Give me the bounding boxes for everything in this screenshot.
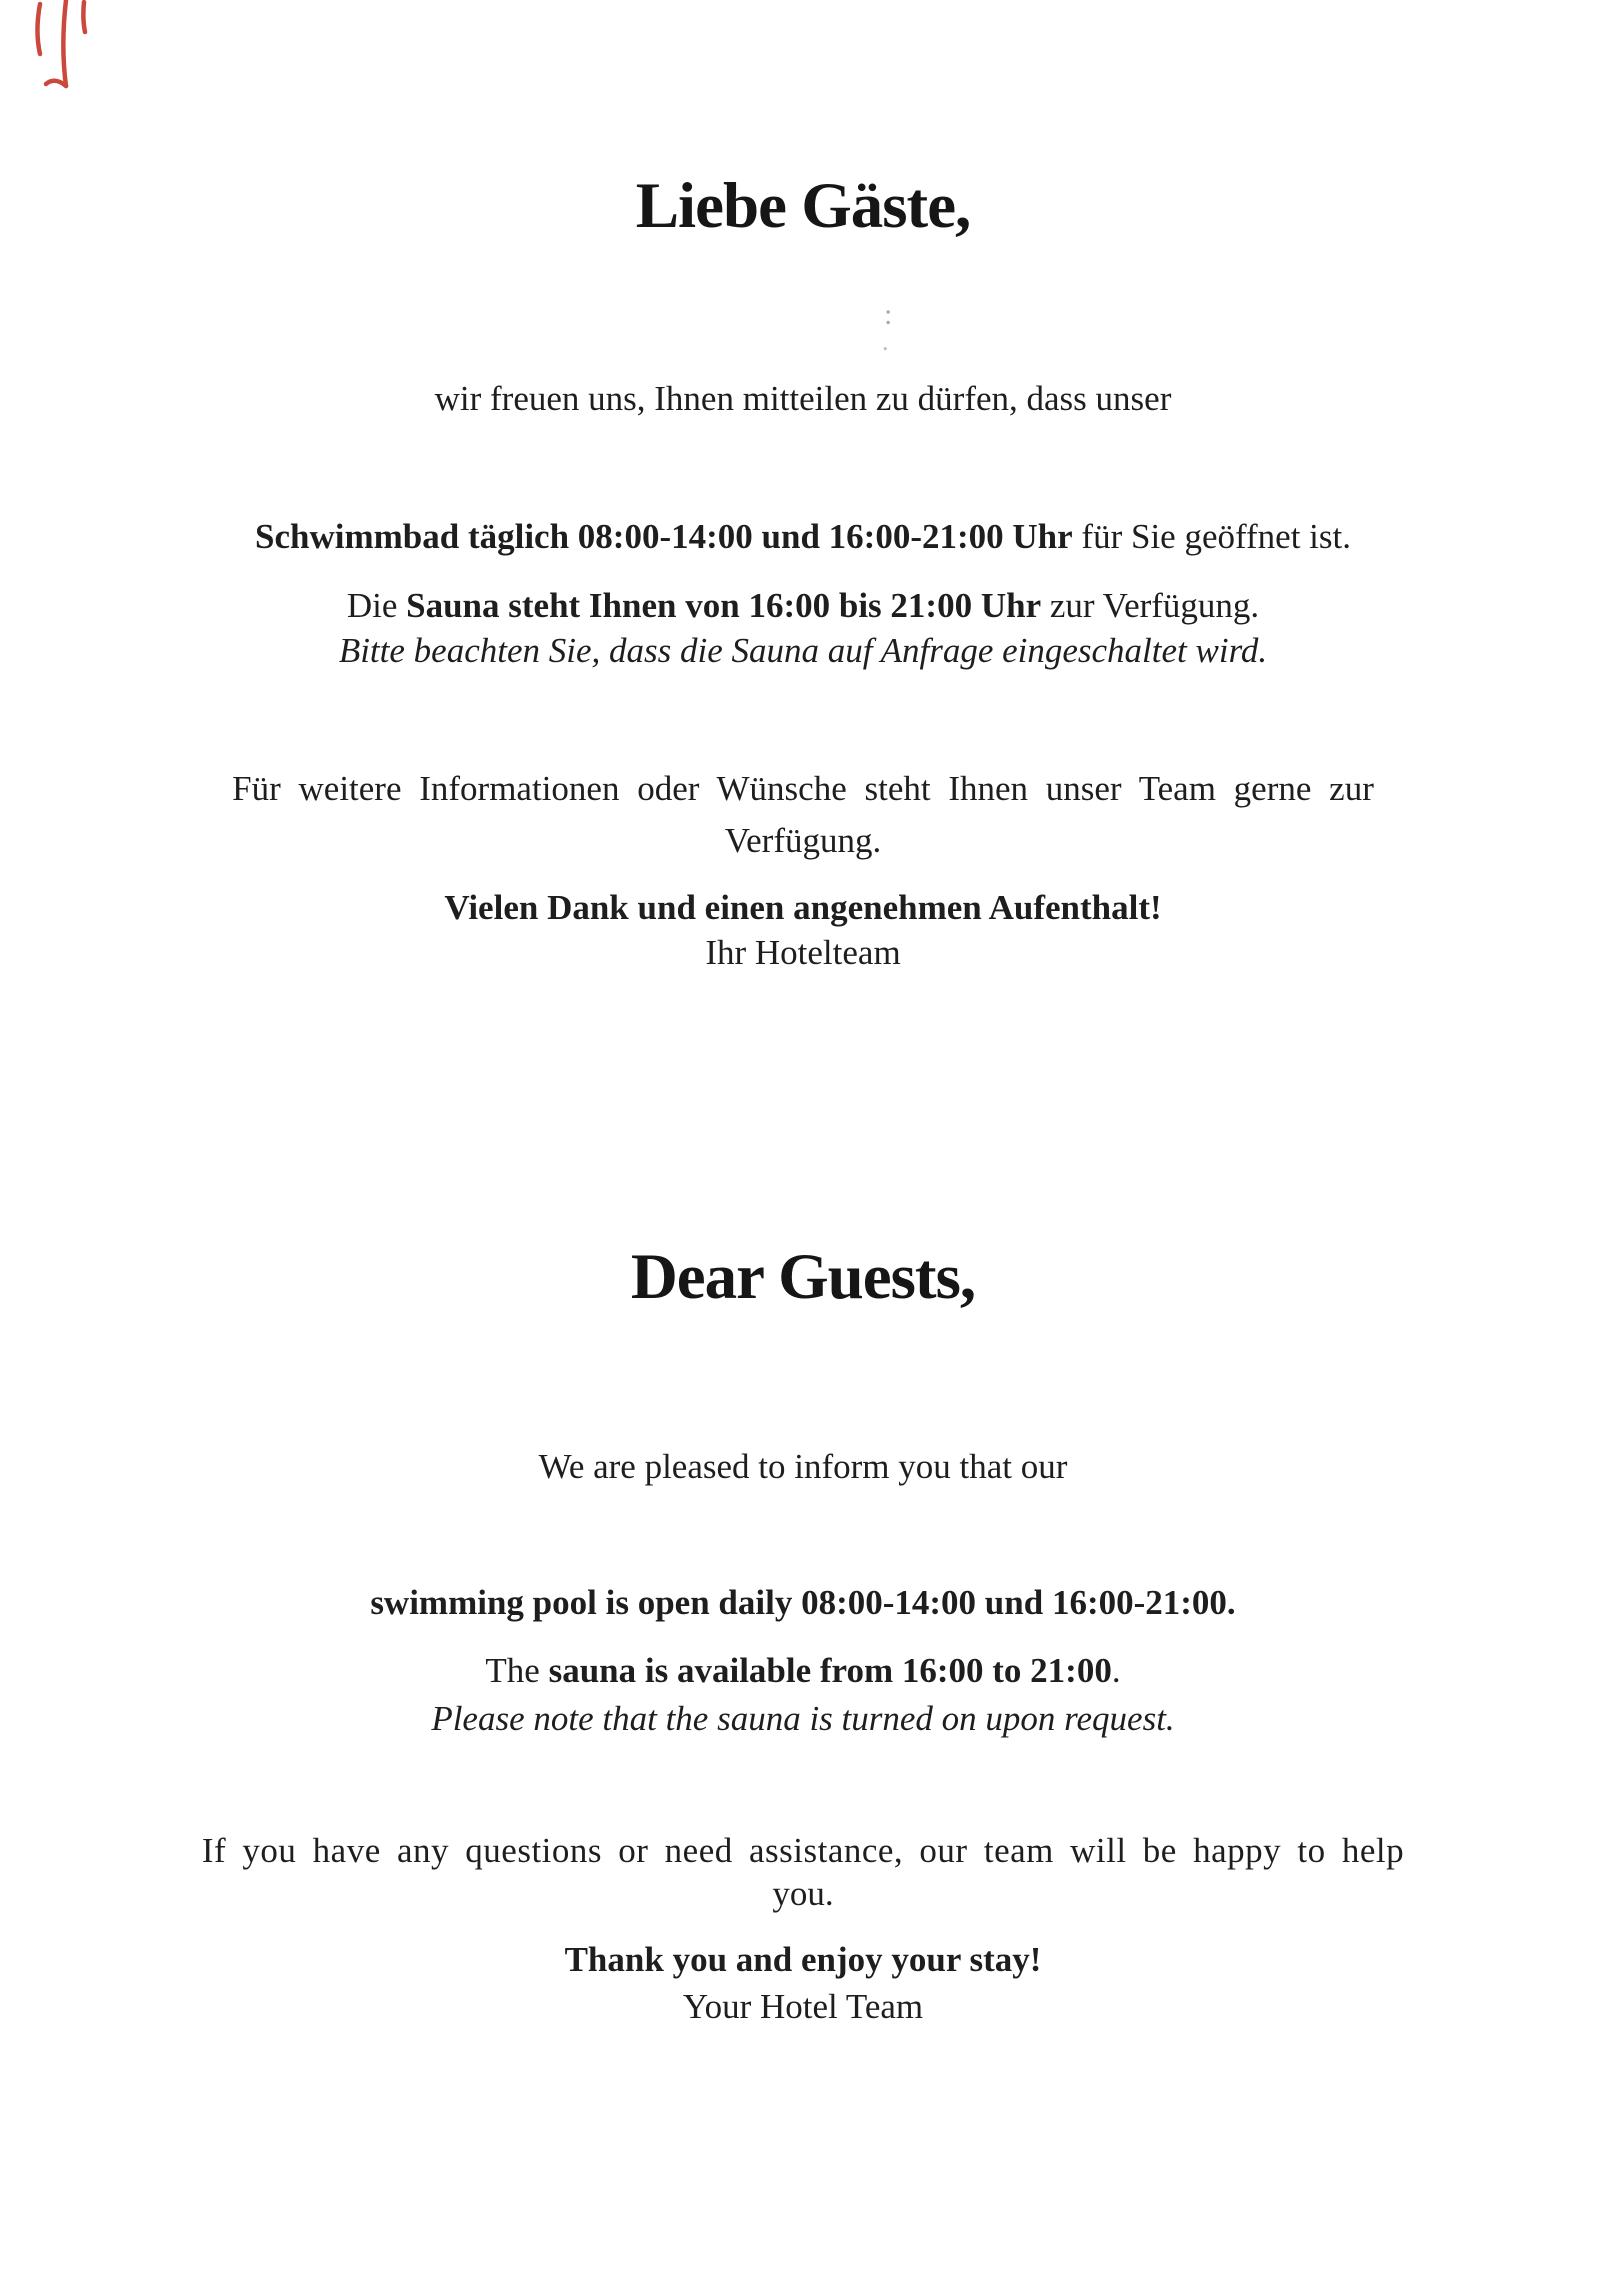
english-sauna-note-line: Please note that the sauna is turned on upon request. [431, 1699, 1175, 1738]
german-title: Liebe Gäste, [635, 170, 971, 242]
german-sauna-hours-line: Die Sauna steht Ihnen von 16:00 bis 21:00 Uhr zur Verfügung. [346, 586, 1260, 625]
english-info-line-1: If you have any questions or need assistance, our team will be happy to help [201, 1831, 1405, 1870]
english-signature-line: Your Hotel Team [682, 1987, 924, 2026]
scan-artifact-dot: . [882, 327, 889, 356]
german-sauna-note-line: Bitte beachten Sie, dass die Sauna auf Anfrage eingeschaltet wird. [338, 631, 1268, 670]
english-thanks-line: Thank you and enjoy your stay! [564, 1940, 1042, 1979]
german-intro-line: wir freuen uns, Ihnen mitteilen zu dürfen, dass unser [434, 379, 1172, 418]
german-info-line-1: Für weitere Informationen oder Wünsche steht Ihnen unser Team gerne zur [232, 769, 1374, 808]
red-pen-marks [26, 0, 106, 105]
english-pool-hours-line: swimming pool is open daily 08:00-14:00 und 16:00-21:00. [370, 1583, 1236, 1622]
german-info-line-2: Verfügung. [724, 821, 882, 860]
english-intro-line: We are pleased to inform you that our [538, 1447, 1068, 1486]
german-pool-hours-line: Schwimmbad täglich 08:00-14:00 und 16:00-21:00 Uhr für Sie geöffnet ist. [255, 517, 1351, 556]
english-title: Dear Guests, [630, 1241, 976, 1313]
german-thanks-line: Vielen Dank und einen angenehmen Aufenthalt! [444, 888, 1162, 927]
english-info-line-2: you. [772, 1874, 834, 1913]
german-signature-line: Ihr Hotelteam [705, 933, 901, 972]
scan-artifact-colon: : [884, 298, 893, 331]
english-sauna-hours-line: The sauna is available from 16:00 to 21:00. [485, 1651, 1121, 1690]
